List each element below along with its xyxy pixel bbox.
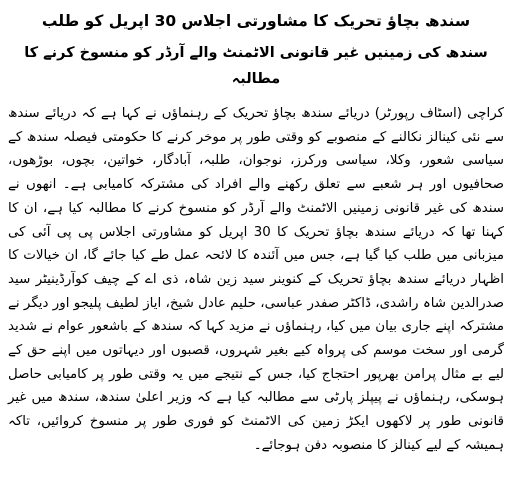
headline: سندھ بچاؤ تحریک کا مشاورتی اجلاس 30 اپریل کو طلب xyxy=(41,12,471,30)
article-body xyxy=(8,102,504,458)
body-paragraph: کراچی (اسٹاف رپورٹر) دریائے سندھ بچاؤ تحریک کے رہنماؤں نے کہا ہے کہ دریائے سندھ سے نئی کینالز نکالنے کے منصوبے کو وقتی طور پر موخر کرنے کا حکومتی فیصلہ سندھ کے سیاسی شعور، وکلا، سیاسی ورکرز، نوجوان، طلبہ، آبادگار، خواتین، بچوں، بوڑھوں، صحافیوں اور ہر شعبے سے تعلق رکھنے والے افراد کی مشترکہ کامیابی ہے۔ انھوں نے سندھ کی غیر قانونی زمینیں الاٹمنٹ والے آرڈر کو منسوخ کرنے کا مطالبہ کیا ہے، ان کا کہنا تھا کہ دریائے سندھ بچاؤ تحریک کا 30 اپریل کو مشاورتی اجلاس پی پی آئی کی میزبانی میں طلب کیا گیا ہے، جس میں آئندہ کا لائحہ عمل طے کیا جائے گا، ان خیالات کا اظہار دریائے سندھ بچاؤ تحریک کے کنوینر سید زین شاہ، ذی اے کے چیف کوآرڈینیٹر سید صدرالدین شاہ راشدی، ڈاکٹر صفدر عباسی، حلیم عادل شیخ، ایاز لطیف پلیجو اور دیگر نے مشترکہ اپنے جاری بیان میں کیا، رہنماؤں نے مزید کہا کہ سندھ کے باشعور عوام نے شدید گرمی اور سخت موسم کی پرواہ کیے بغیر شہروں، قصبوں اور دیہاتوں میں اپنے حق کے لیے بے مثال پرامن بھرپور احتجاج کیا، جس کے نتیجے میں یہ وقتی طور پر کامیابی حاصل ہوسکی، رہنماؤں نے پیپلز پارٹی سے مطالبہ کیا ہے کہ وزیر اعلیٰ سندھ، سندھ میں غیر قانونی طور پر لاکھوں ایکڑ زمین کی الاٹمنٹ کو فوری طور پر منسوخ کروائیں، تاکہ ہمیشہ کے لیے کینالز کا منصوبہ دفن ہوجائے۔ xyxy=(8,106,505,453)
subheadline: سندھ کی زمینیں غیر قانونی الاٹمنٹ والے آرڈر کو منسوخ کرنے کا مطالبہ xyxy=(24,45,488,87)
